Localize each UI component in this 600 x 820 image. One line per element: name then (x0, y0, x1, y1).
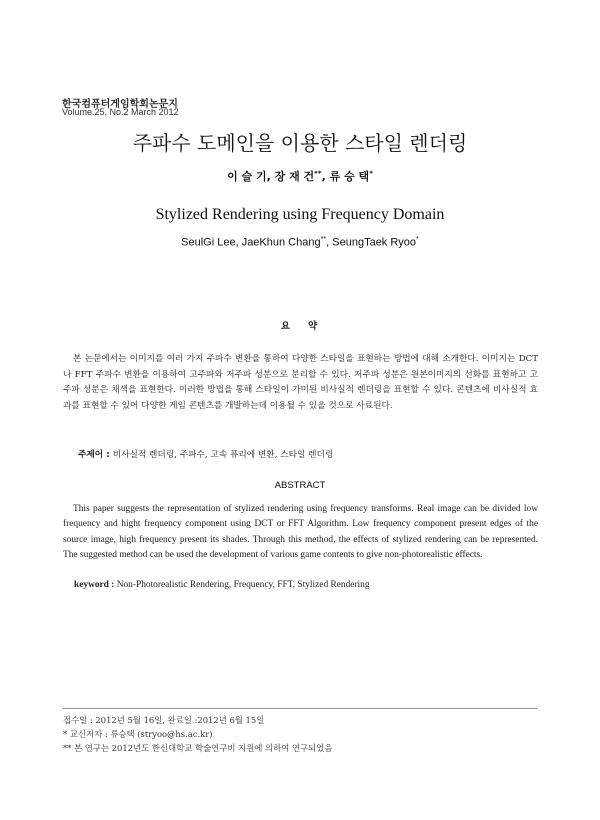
keywords-list-english: Non-Photorealistic Rendering, Frequency, FFT, Stylized Rendering (116, 580, 370, 590)
keywords-label-korean: 주제어 : (78, 450, 113, 460)
author-3-mark-english: * (416, 235, 419, 243)
authors-1-2-english: SeulGi Lee, JaeKhun Chang (181, 236, 321, 249)
summary-heading-korean (0, 318, 600, 332)
keywords-list-korean: 비사실적 렌더링, 주파수, 고속 퓨리에 변환, 스타일 렌더링 (112, 450, 334, 460)
paper-title-english: Stylized Rendering using Frequency Domain (155, 206, 445, 223)
journal-name: 한국컴퓨터게임학회논문지 (62, 99, 178, 110)
abstract-body-english: This paper suggests the representation of stylized rendering using frequency transforms. Real image can be divided low frequency and hight frequency component using DCT or FFT Algorithm. Low frequency component present edges of the source image, high frequency present its shades. Through this method, the effects of stylized rendering can be represented. The suggested method can be used the development of various game contents to give non-photorealistic effects. (63, 504, 538, 561)
footnote-corresponding-author: * 교신저자 : 류승택 (stryoo@hs.ac.kr) (63, 729, 213, 739)
journal-volume: Volume.25, No.2 March 2012 (62, 107, 179, 117)
abstract-heading: ABSTRACT (274, 480, 326, 491)
authors-korean (0, 168, 600, 184)
keywords-label-english: keyword : (74, 580, 117, 590)
footnote-dates: 접수일 : 2012년 5월 16일, 완료일 :2012년 6월 15일 (63, 715, 265, 725)
author-2-korean: 장 재 건 (274, 170, 315, 183)
summary-heading-char-2: 약 (308, 321, 320, 332)
author-3-mark: * (369, 168, 373, 178)
authors-english (0, 235, 600, 249)
author-2-mark-english: ** (320, 235, 327, 243)
author-2-mark: ** (314, 168, 322, 178)
keywords-korean (78, 448, 333, 460)
author-3-english: , SeungTaek Ryoo (326, 236, 417, 249)
author-3-korean: , 류 승 택 (321, 170, 370, 183)
keywords-english (74, 580, 370, 590)
footnote-funding: ** 본 연구는 2012년도 한신대학교 학술연구비 지원에 의하여 연구되었음 (63, 743, 333, 753)
footnote-divider (63, 708, 537, 709)
paper-title-korean: 주파수 도메인을 이용한 스타일 렌더링 (132, 131, 468, 155)
summary-heading-char-1: 요 (280, 321, 292, 332)
author-1-korean: 이 슬 기, (227, 170, 275, 183)
summary-body-korean: 본 논문에서는 이미지를 여러 가지 주파수 변환을 통하여 다양한 스타일을 표현하는 방법에 대해 소개한다. 이미지는 DCT나 FFT 주파수 변환을 이용하여 고주파와 저주파 성분으로 분리할 수 있다. 저주파 성분은 원본이미지의 선화를 표현하고 고주파 성분은 채색을 표현한다. 이러한 방법을 통해 스타일이 가미된 비사실적 렌더링을 표현할 수 있다. 콘텐츠에 비사실적 효과를 표현할 수 있어 다양한 게임 콘텐츠를 개발하는데 이용될 수 있을 것으로 사료된다. (63, 354, 538, 411)
